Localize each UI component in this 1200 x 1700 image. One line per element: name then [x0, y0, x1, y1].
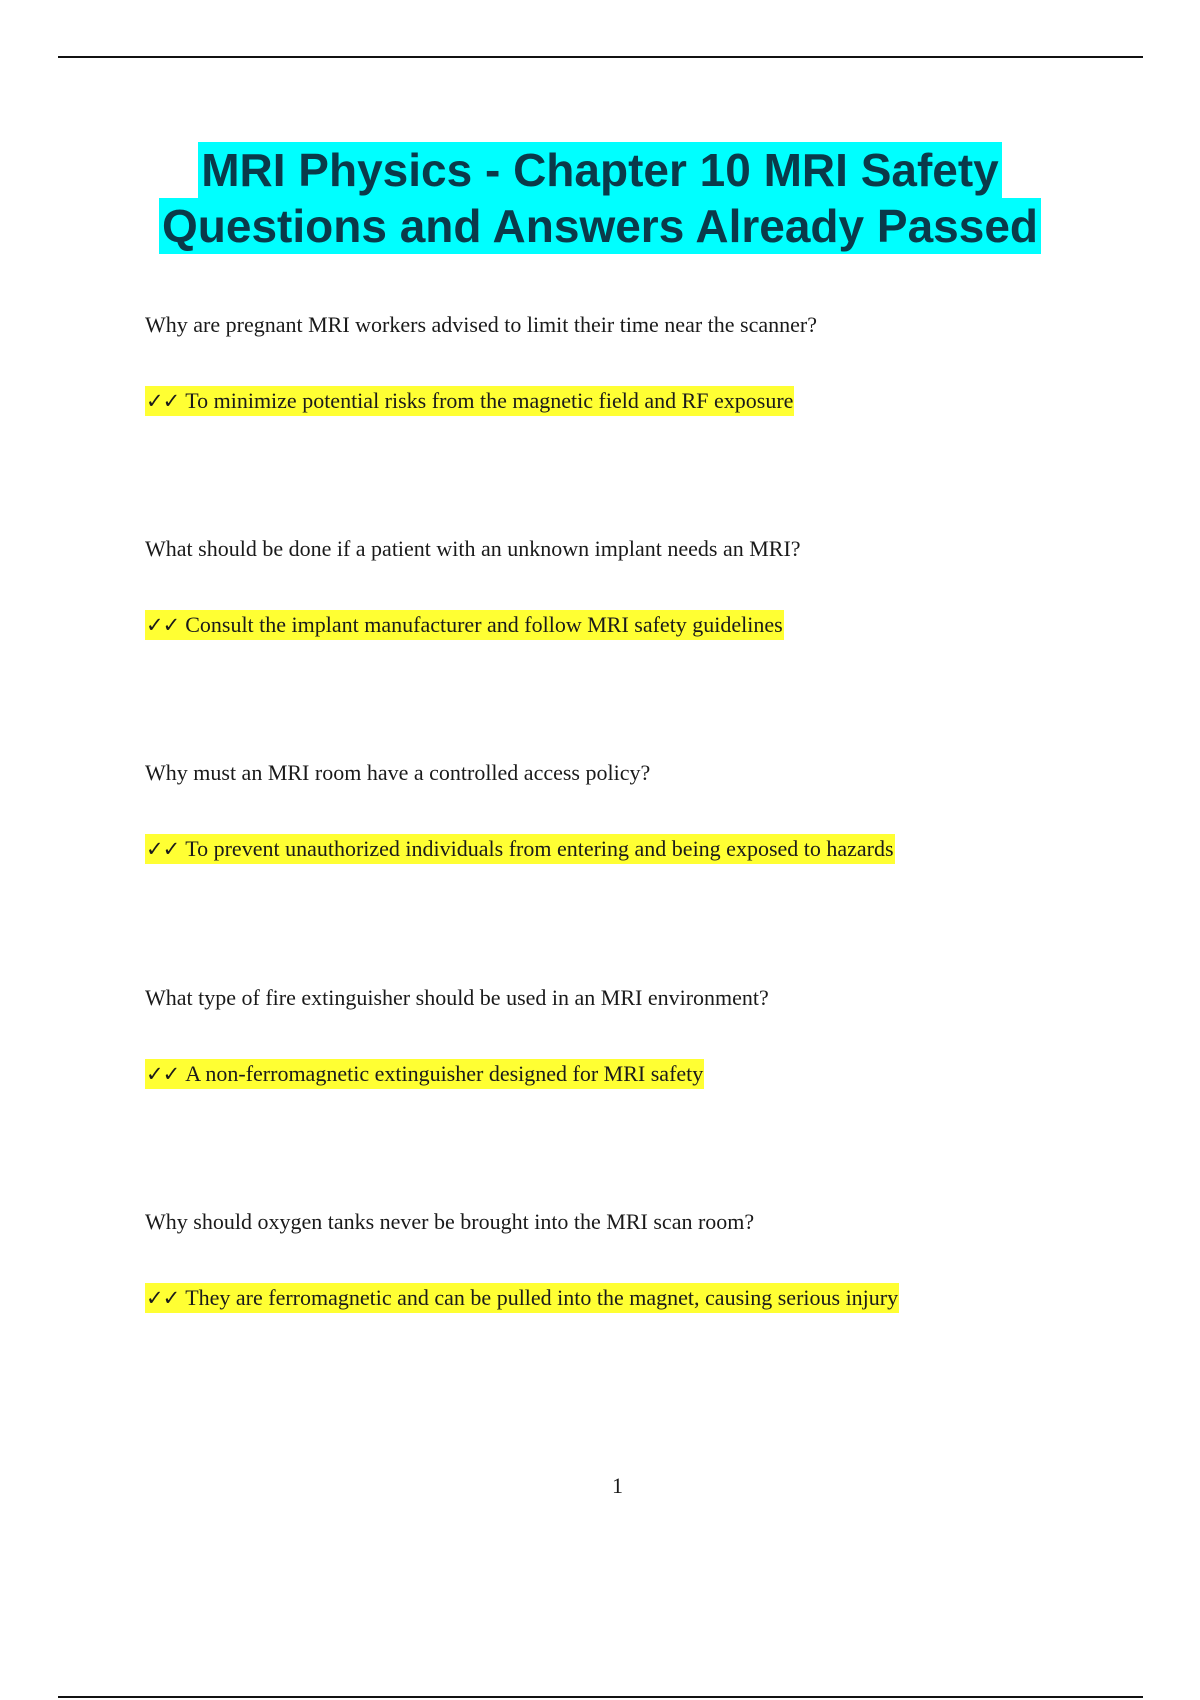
- answer-line: [145, 1284, 1145, 1312]
- answer-text: To minimize potential risks from the magnetic field and RF exposure: [185, 388, 794, 413]
- qa-item: [145, 311, 1145, 415]
- double-check-icon: ✓✓: [146, 389, 180, 413]
- answer-highlight: [145, 386, 794, 416]
- question-text: What type of fire extinguisher should be used in an MRI environment?: [145, 985, 769, 1010]
- page-number: 1: [612, 1473, 623, 1498]
- answer-highlight: [145, 834, 895, 864]
- question-text: Why should oxygen tanks never be brought into the MRI scan room?: [145, 1209, 755, 1234]
- answer-highlight: [145, 1283, 899, 1313]
- answer-highlight: [145, 610, 784, 640]
- double-check-icon: ✓✓: [146, 837, 180, 861]
- question-text: Why are pregnant MRI workers advised to limit their time near the scanner?: [145, 312, 817, 337]
- title-line-2: Questions and Answers Already Passed: [159, 198, 1041, 254]
- qa-item: [145, 759, 1145, 863]
- answer-text: They are ferromagnetic and can be pulled into the magnet, causing serious injury: [185, 1285, 899, 1310]
- qa-item: [145, 984, 1145, 1088]
- question-text: What should be done if a patient with an unknown implant needs an MRI?: [145, 536, 801, 561]
- qa-item: [145, 1208, 1145, 1312]
- double-check-icon: ✓✓: [146, 613, 180, 637]
- answer-line: [145, 1060, 1145, 1088]
- answer-highlight: [145, 1059, 704, 1089]
- qa-item: [145, 535, 1145, 639]
- footer-rule: [58, 1696, 1143, 1698]
- header-rule: [58, 56, 1143, 58]
- question-text: Why must an MRI room have a controlled access policy?: [145, 760, 651, 785]
- answer-line: [145, 611, 1145, 639]
- answer-text: Consult the implant manufacturer and follow MRI safety guidelines: [185, 612, 783, 637]
- answer-text: A non-ferromagnetic extinguisher designed for MRI safety: [185, 1061, 704, 1086]
- double-check-icon: ✓✓: [146, 1062, 180, 1086]
- answer-line: [145, 387, 1145, 415]
- answer-line: [145, 835, 1145, 863]
- document-title: [60, 142, 1140, 254]
- title-line-1: MRI Physics - Chapter 10 MRI Safety: [198, 142, 1002, 198]
- double-check-icon: ✓✓: [146, 1286, 180, 1310]
- answer-text: To prevent unauthorized individuals from entering and being exposed to hazards: [185, 836, 894, 861]
